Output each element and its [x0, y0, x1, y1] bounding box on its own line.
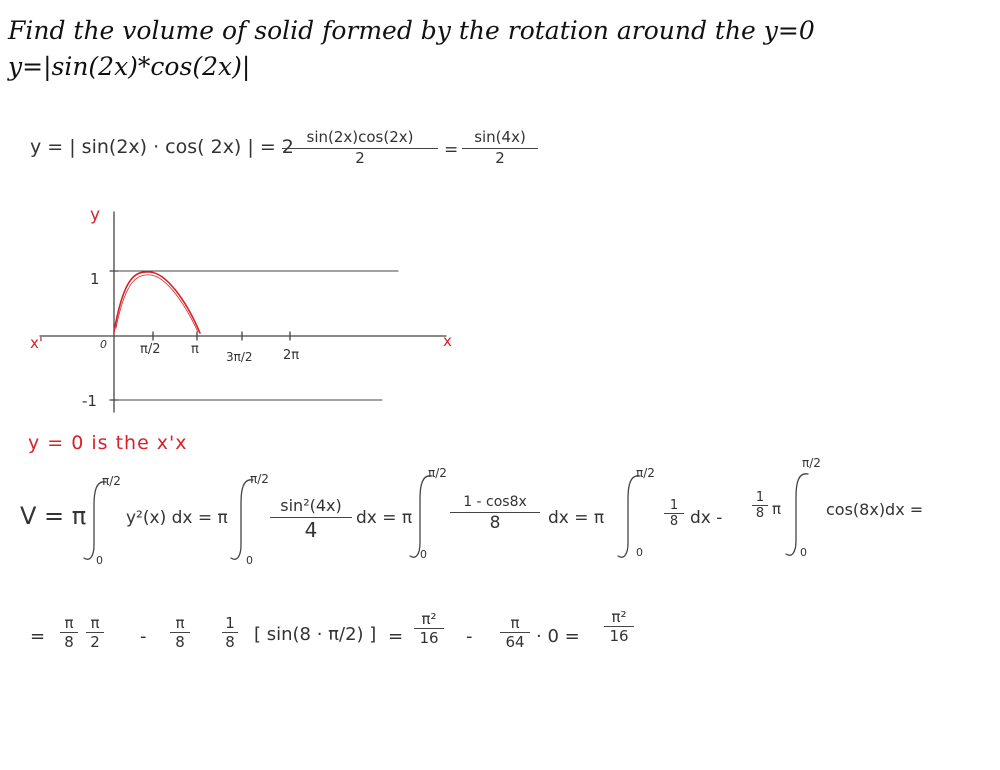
step1-den2: 2: [495, 149, 505, 167]
y-axis-label: y: [90, 205, 101, 225]
frac-g-den: 16: [609, 627, 629, 645]
step1-lhs: y = | sin(2x) · cos( 2x) | = 2: [30, 136, 294, 158]
upper-limit-4: π/2: [636, 466, 655, 480]
tick-label-pi-over-2: π/2: [140, 342, 161, 357]
frac-d-den: 8: [225, 633, 235, 651]
origin-label: 0: [100, 338, 107, 351]
frac-d-num: 1: [222, 614, 238, 633]
note-y-equals-zero: y = 0 is the x'x: [28, 432, 188, 454]
lower-limit-5: 0: [800, 546, 807, 559]
upper-limit-2: π/2: [250, 472, 269, 486]
frac1-den: 4: [304, 518, 318, 542]
result-minus-1: -: [140, 626, 147, 647]
frac-e-den: 16: [419, 629, 439, 647]
step1-num2: sin(4x): [462, 128, 538, 149]
result-minus-2: -: [466, 626, 473, 647]
frac-pi-over-2: [86, 614, 104, 651]
frac-c-num: π: [170, 614, 190, 633]
fraction-one-eighth-a: [664, 498, 684, 529]
x-prime-label: x': [30, 334, 44, 352]
frac4-num: 1: [752, 490, 768, 506]
dx-3: dx -: [690, 508, 723, 528]
volume-v: V = π: [20, 502, 87, 530]
step1-num1: sin(2x)cos(2x): [282, 128, 438, 149]
frac3-den: 8: [669, 514, 679, 529]
lower-limit-1: 0: [96, 554, 103, 567]
fraction-sin-squared: [270, 496, 352, 542]
cos-8x-tail: cos(8x)dx =: [826, 500, 924, 519]
frac-pi-over-8-b: [170, 614, 190, 651]
frac-a-num: π: [60, 614, 78, 633]
tick-label-3pi-over-2: 3π/2: [226, 350, 253, 364]
frac-c-den: 8: [175, 633, 185, 651]
frac-pi-squared-over-16-b: [604, 608, 634, 645]
frac-pi-squared-over-16-a: [414, 610, 444, 647]
tick-label-pi: π: [191, 342, 199, 357]
fraction-one-eighth-b: [752, 490, 768, 521]
upper-limit-3: π/2: [428, 466, 447, 480]
times-zero: · 0 =: [536, 626, 580, 647]
frac1-num: sin²(4x): [270, 496, 352, 518]
frac-e-num: π²: [414, 610, 444, 629]
frac-f-num: π: [500, 614, 530, 633]
frac-g-num: π²: [604, 608, 634, 627]
frac-one-over-8: [222, 614, 238, 651]
frac-b-den: 2: [90, 633, 100, 651]
frac-pi-over-64: [500, 614, 530, 651]
frac2-den: 8: [489, 513, 501, 533]
upper-limit-1: π/2: [102, 474, 121, 488]
integrand-1: y²(x) dx = π: [126, 508, 228, 528]
step1-equals: =: [444, 140, 459, 160]
lower-limit-4: 0: [636, 546, 643, 559]
y-minus-one-label: -1: [82, 392, 97, 410]
frac-f-den: 64: [505, 633, 525, 651]
frac-b-num: π: [86, 614, 104, 633]
problem-line-2: y=|sin(2x)*cos(2x)|: [8, 52, 251, 81]
upper-limit-5: π/2: [802, 456, 821, 470]
result-equals-0: =: [30, 626, 46, 647]
dx-2: dx = π: [548, 508, 605, 528]
result-equals-1: =: [388, 626, 404, 647]
bracket-sin-term: [ sin(8 · π/2) ]: [254, 624, 377, 645]
lower-limit-3: 0: [420, 548, 427, 561]
problem-line-1: Find the volume of solid formed by the rotation around the y=0: [8, 16, 815, 45]
y-one-label: 1: [90, 270, 100, 288]
frac-pi-over-8-a: [60, 614, 78, 651]
dx-1: dx = π: [356, 508, 413, 528]
fraction-one-minus-cos: [450, 494, 540, 533]
lower-limit-2: 0: [246, 554, 253, 567]
x-axis-label: x: [443, 332, 452, 350]
step1-den1: 2: [355, 149, 365, 167]
frac3-num: 1: [664, 498, 684, 514]
frac-a-den: 8: [64, 633, 74, 651]
frac4-den: 8: [755, 506, 765, 521]
tick-label-2pi: 2π: [283, 348, 300, 363]
pi-factor: π: [772, 500, 782, 518]
frac2-num: 1 - cos8x: [450, 494, 540, 513]
